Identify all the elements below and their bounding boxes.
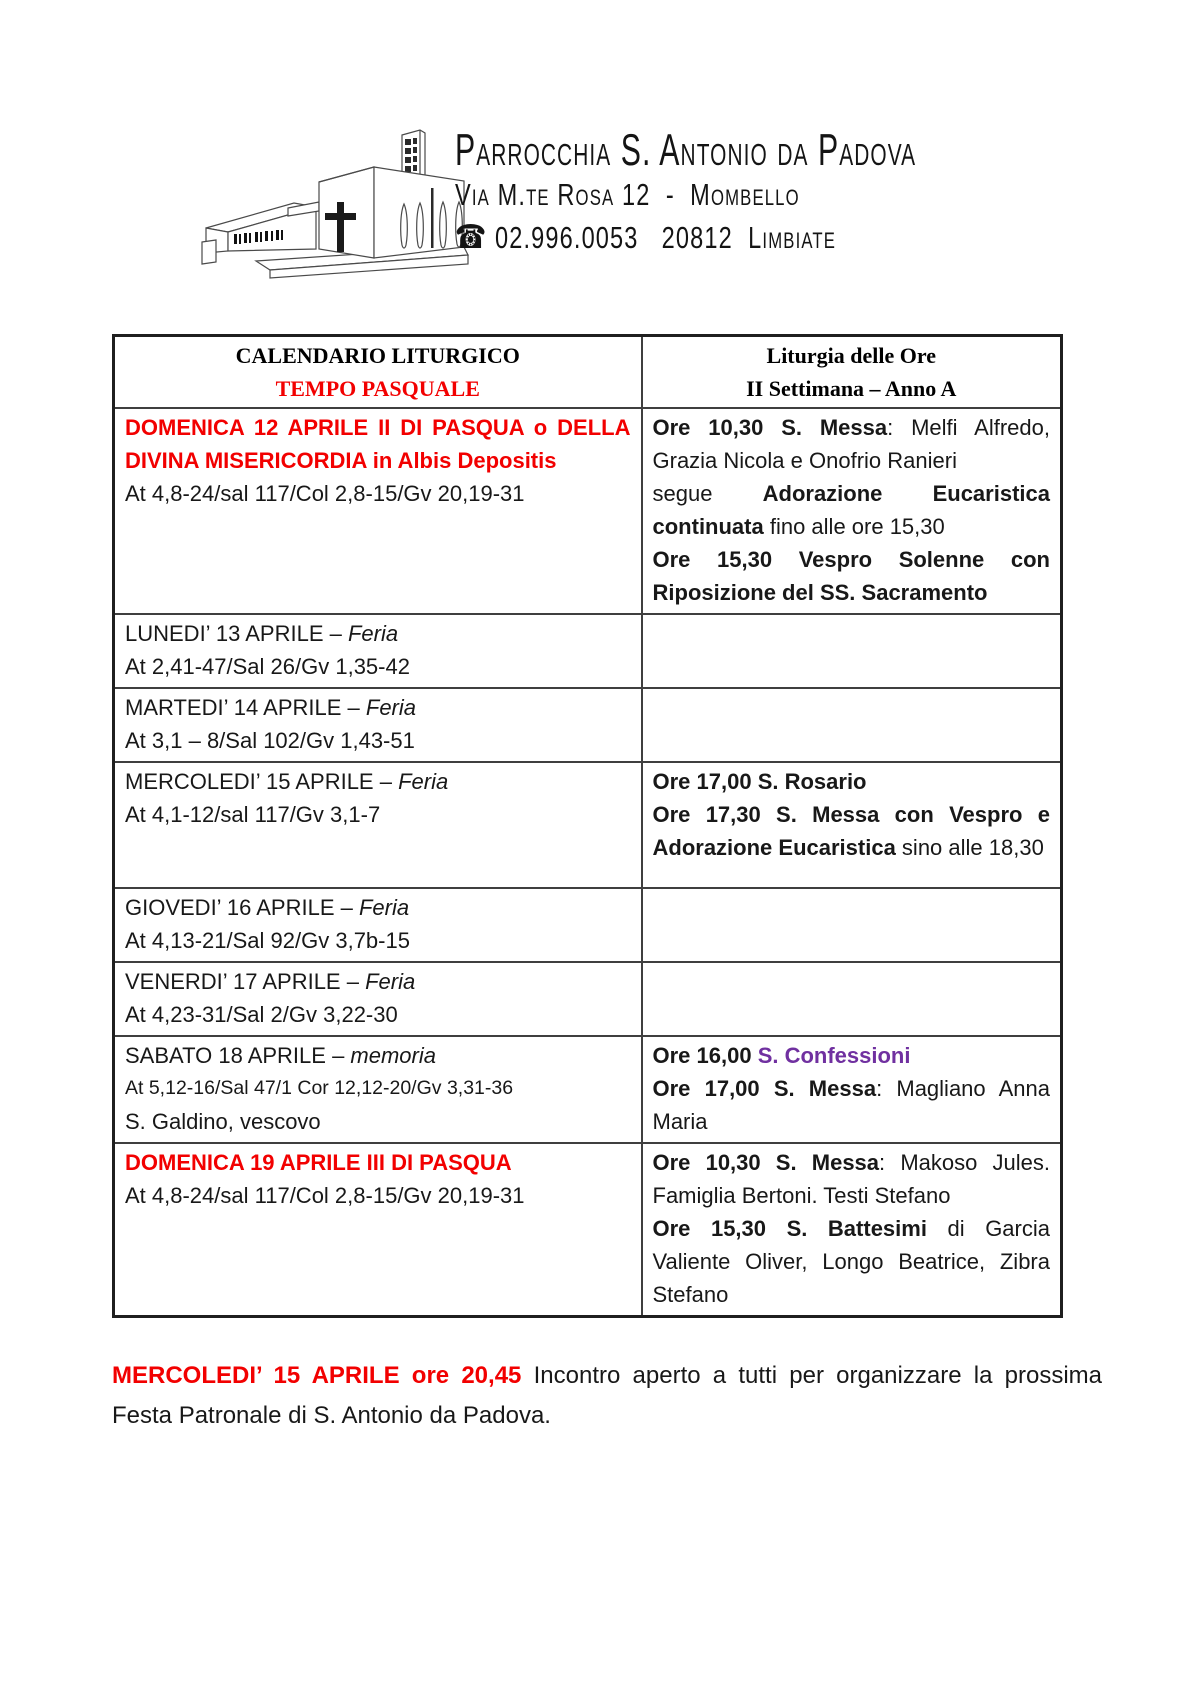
announcement-text: Incontro aperto a tutti per organizzare la prossima Festa Patronale di S. Antonio da Padova.	[112, 1362, 1103, 1429]
readings: At 4,23-31/Sal 2/Gv 3,22-30	[125, 1002, 398, 1027]
table-row	[114, 1143, 1062, 1317]
liturgy-cell-empty	[642, 614, 1062, 688]
day-title: DOMENICA 12 APRILE II DI PASQUA o DELLA DIVINA MISERICORDIA in Albis Depositis	[125, 415, 631, 473]
season-title: TEMPO PASQUALE	[275, 376, 480, 401]
readings: At 2,41-47/Sal 26/Gv 1,35-42	[125, 654, 410, 679]
parish-name: Parrocchia S. Antonio da Padova	[455, 125, 917, 175]
liturgy-cell	[642, 1036, 1062, 1143]
readings: At 4,8-24/sal 117/Col 2,8-15/Gv 20,19-31	[125, 1183, 525, 1208]
liturgy-cell-empty	[642, 688, 1062, 762]
liturgy-header-cell	[642, 336, 1062, 409]
liturgical-calendar-table	[112, 334, 1063, 1318]
day-title: MARTEDI’ 14 APRILE – Feria	[125, 695, 416, 720]
table-row	[114, 1036, 1062, 1143]
calendar-title: CALENDARIO LITURGICO	[235, 343, 520, 368]
liturgy-cell	[642, 1143, 1062, 1317]
liturgy-cell	[642, 408, 1062, 614]
readings: At 4,8-24/sal 117/Col 2,8-15/Gv 20,19-31	[125, 481, 525, 506]
liturgy-entry: segue Adorazione Eucaristica continuata fino alle ore 15,30	[652, 481, 1050, 539]
liturgy-entry: Ore 17,30 S. Messa con Vespro e Adorazione Eucaristica sino alle 18,30	[652, 802, 1050, 860]
liturgy-entry: Ore 10,30 S. Messa: Makoso Jules. Famiglia Bertoni. Testi Stefano	[652, 1150, 1051, 1208]
table-row	[114, 614, 1062, 688]
phone-icon: ☎	[455, 218, 488, 255]
liturgy-entry: Ore 16,00 S. Confessioni	[652, 1043, 911, 1068]
day-cell	[114, 688, 642, 762]
liturgy-cell-empty	[642, 962, 1062, 1036]
liturgy-entry: Ore 15,30 Vespro Solenne con Riposizione del SS. Sacramento	[652, 547, 1050, 605]
table-header-row	[114, 336, 1062, 409]
table-row	[114, 962, 1062, 1036]
day-cell	[114, 614, 642, 688]
day-title: GIOVEDI’ 16 APRILE – Feria	[125, 895, 410, 920]
day-title: LUNEDI’ 13 APRILE – Feria	[125, 621, 399, 646]
liturgy-cell-empty	[642, 888, 1062, 962]
readings: At 4,1-12/sal 117/Gv 3,1-7	[125, 802, 381, 827]
day-cell	[114, 888, 642, 962]
parish-address: Via M.te Rosa 12 - Mombello	[455, 177, 800, 212]
announcement	[112, 1356, 1102, 1436]
saint-note: S. Galdino, vescovo	[125, 1109, 321, 1134]
table-row	[114, 888, 1062, 962]
calendar-header-cell	[114, 336, 642, 409]
readings: At 5,12-16/Sal 47/1 Cor 12,12-20/Gv 3,31-36	[125, 1077, 514, 1099]
day-title: SABATO 18 APRILE – memoria	[125, 1043, 436, 1068]
day-title: DOMENICA 19 APRILE III DI PASQUA	[125, 1150, 512, 1175]
liturgy-entry: Ore 17,00 S. Rosario	[652, 769, 867, 794]
liturgy-title: Liturgia delle Ore	[766, 343, 936, 368]
readings: At 4,13-21/Sal 92/Gv 3,7b-15	[125, 928, 410, 953]
day-cell	[114, 408, 642, 614]
day-title: MERCOLEDI’ 15 APRILE – Feria	[125, 769, 449, 794]
readings: At 3,1 – 8/Sal 102/Gv 1,43-51	[125, 728, 415, 753]
table-row	[114, 408, 1062, 614]
table-row	[114, 762, 1062, 888]
week-year-label: II Settimana – Anno A	[746, 376, 957, 401]
liturgy-cell	[642, 762, 1062, 888]
parish-phone-line	[455, 216, 942, 259]
liturgy-entry: Ore 17,00 S. Messa: Magliano Anna Maria	[652, 1076, 1051, 1134]
phone-number: 02.996.0053 20812 Limbiate	[494, 220, 837, 255]
day-cell	[114, 1036, 642, 1143]
day-title: VENERDI’ 17 APRILE – Feria	[125, 969, 416, 994]
table-row	[114, 688, 1062, 762]
day-cell	[114, 1143, 642, 1317]
day-cell	[114, 762, 642, 888]
church-line-drawing-icon	[196, 118, 474, 280]
pole	[431, 188, 434, 248]
announcement-highlight: MERCOLEDI’ 15 APRILE ore 20,45	[112, 1362, 522, 1389]
liturgy-entry: Ore 15,30 S. Battesimi di Garcia Valiente Oliver, Longo Beatrice, Zibra Stefano	[652, 1216, 1050, 1307]
day-cell	[114, 962, 642, 1036]
letterhead	[455, 124, 1096, 259]
liturgy-entry: Ore 10,30 S. Messa: Melfi Alfredo, Grazia Nicola e Onofrio Ranieri	[652, 415, 1050, 473]
